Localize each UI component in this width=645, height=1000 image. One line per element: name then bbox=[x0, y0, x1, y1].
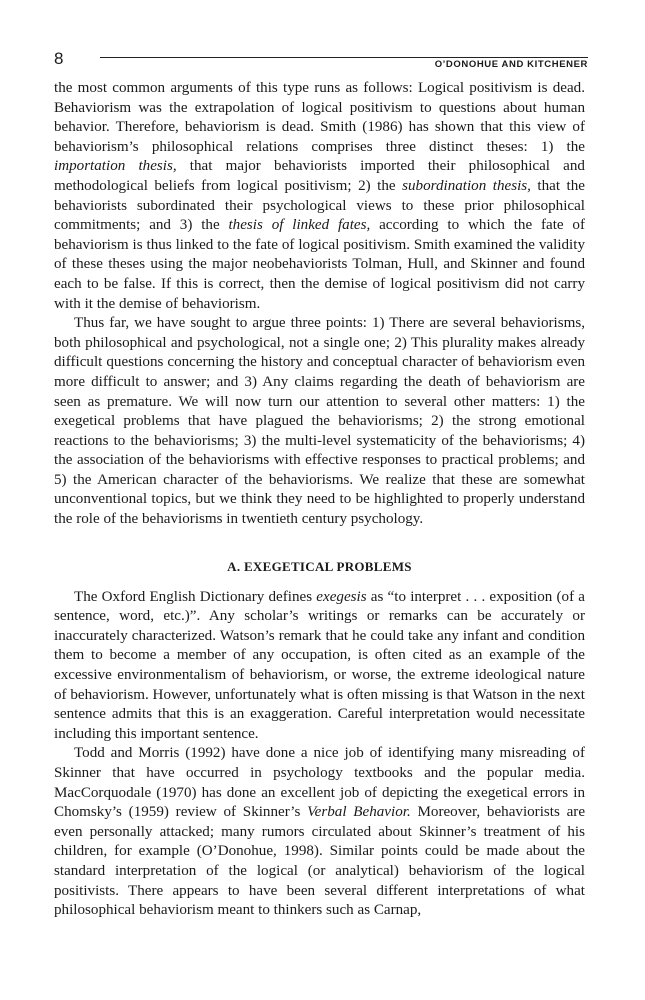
text-run: Thus far, we have sought to argue three points: 1) There are several behaviorisms, both philosophical and psychological, not a single one; 2) This plurality makes already difficult questions concerning the history and conceptual character of behaviorism even more difficult to answer; and 3) Any claims regarding the death of behaviorism are seen as premature. We will now turn our attention to several other matters: 1) the exegetical problems that have plagued the behaviorisms; 2) the strong emotional reactions to the behaviorisms; 3) the multi-level systematicity of the behaviorisms; 4) the association of the behaviorisms with effective responses to practical problems; and 5) the American character of the behaviorisms. We realize that these are somewhat unconventional topics, but we think they need to be highlighted to properly understand the role of the behaviorisms in twentieth century psychology. bbox=[54, 315, 585, 528]
page-body bbox=[54, 79, 585, 921]
text-run: as “to interpret . . . exposition (of a sentence, word, etc.)”. Any scholar’s writings or remarks can be accurately or inaccurately characterized. Watson’s remark that he could take any infant and condition them to become a member of any occupation, is often cited as an example of the excessive environmentalism of behaviorism, or worse, the extreme ideological nature of behaviorism. However, unfortunately what is often missing is that Watson in the next sentence admits that this is an exaggeration. Careful interpretation would necessitate including this important sentence. bbox=[54, 588, 585, 742]
section-paragraph-2 bbox=[54, 744, 585, 920]
text-run: that the behaviorists subordinated their psychological views to these prior philosophical commitments; and 3) the bbox=[54, 177, 585, 234]
text-run: the most common arguments of this type runs as follows: Logical positivism is dead. Behaviorism was the extrapolation of logical positivism to questions about human behavior. Therefore, behaviorism is dead. Smith (1986) has shown that this view of behaviorism’s philosophical relations comprises three distinct theses: 1) the bbox=[54, 80, 585, 155]
italic-text: subordination thesis, bbox=[402, 177, 531, 194]
section-heading: A. EXEGETICAL PROBLEMS bbox=[227, 558, 412, 574]
italic-text: Verbal Behavior. bbox=[307, 804, 411, 821]
text-run: The Oxford English Dictionary defines bbox=[74, 588, 317, 605]
italic-text: thesis of linked fates, bbox=[228, 217, 371, 234]
text-run: Moreover, behaviorists are even personally attacked; many rumors circulated about Skinner’s treatment of his children, for example (O’Donohue, 1998). Similar points could be made about the standard interpretation of the logical (or analytical) behaviorism of the logical positivists. There appears to have been several different interpretations of what philosophical behaviorism meant to thinkers such as Carnap, bbox=[54, 804, 586, 919]
section-paragraph-1 bbox=[54, 588, 585, 745]
body-paragraph-1 bbox=[54, 79, 585, 314]
page-header bbox=[54, 48, 588, 70]
italic-text: importation thesis, bbox=[54, 158, 177, 175]
italic-text: exegesis bbox=[316, 588, 367, 605]
text-run: Todd and Morris (1992) have done a nice job of identifying many misreading of Skinner that have occurred in psychology textbooks and the popular media. MacCorquodale (1970) has done an excellent job of depicting the exegetical errors in Chomsky’s (1959) review of Skinner’s bbox=[54, 745, 585, 821]
text-run: that major behaviorists imported their philosophical and methodological beliefs from logical positivism; 2) the bbox=[54, 158, 585, 194]
body-paragraph-2 bbox=[54, 314, 585, 530]
running-head: O’DONOHUE AND KITCHENER bbox=[434, 59, 588, 70]
text-run: according to which the fate of behaviorism is thus linked to the fate of logical positivism. Smith examined the validity of these theses using the major neobehaviorists Tolman, Hull, and Skinner and found each to be false. If this is correct, then the demise of logical positivism did not carry with it the demise of behaviorism. bbox=[54, 217, 586, 312]
page-number: 8 bbox=[54, 49, 64, 68]
